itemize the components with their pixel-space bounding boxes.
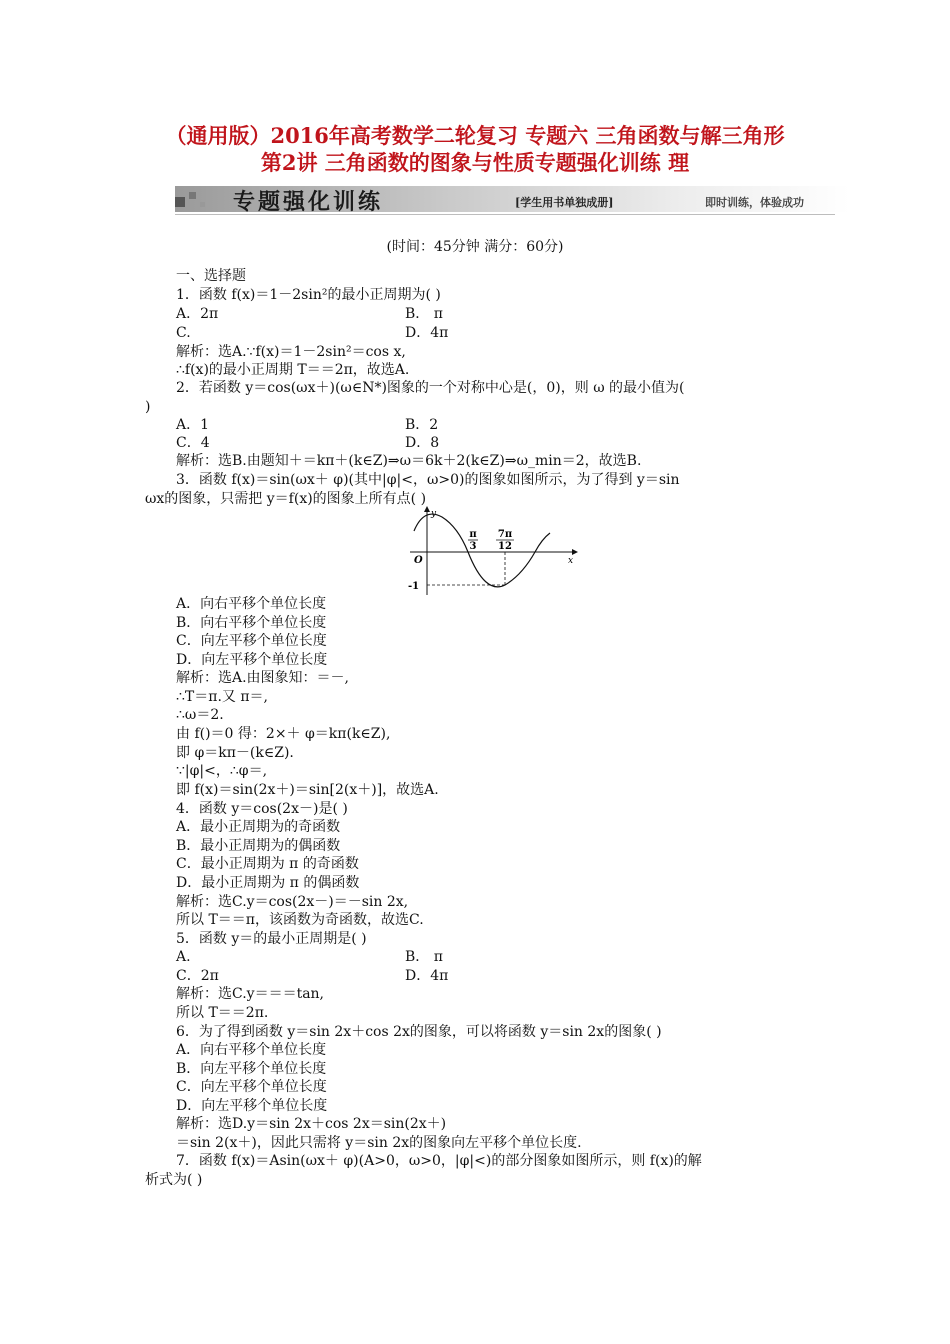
x-axis-arrow-icon — [572, 549, 578, 555]
tick-1-numerator: π — [469, 529, 477, 540]
banner-square-icon — [200, 202, 205, 207]
time-score-line: (时间：45分钟 满分：60分) — [386, 239, 564, 255]
tick-2-denominator: 12 — [498, 541, 512, 552]
origin-label: O — [414, 555, 423, 566]
sine-graph-figure — [400, 505, 580, 598]
document-title-line-1: （通用版）2016年高考数学二轮复习 专题六 三角函数与解三角形 — [165, 123, 785, 148]
option-a: A. — [176, 949, 191, 965]
option-c: C．向左平移个单位长度 — [176, 1079, 327, 1095]
option-a: A．1 — [176, 417, 210, 433]
solution-line: 即 f(x)＝sin(2x＋)＝sin[2(x＋)]，故选A. — [176, 782, 439, 798]
banner-square-icon — [189, 192, 196, 199]
solution-line: ∴ω＝2. — [176, 707, 224, 723]
solution-line: ＝sin 2(x＋)，因此只需将 y＝sin 2x的图象向左平移个单位长度. — [176, 1135, 582, 1151]
option-c: C．向左平移个单位长度 — [176, 633, 327, 649]
option-d: D．8 — [405, 435, 440, 451]
question-5: 5．函数 y＝的最小正周期是( ) — [176, 931, 367, 947]
solution-line: ∴T＝π.又 π＝, — [176, 689, 268, 705]
option-c: C. — [176, 325, 191, 341]
solution-line: 即 φ＝kπ－(k∈Z). — [176, 745, 294, 761]
solution-line: 解析：选A.∵f(x)＝1－2sin²＝cos x, — [176, 344, 406, 360]
option-b: B．向右平移个单位长度 — [176, 615, 327, 631]
option-a: A．向右平移个单位长度 — [176, 596, 327, 612]
banner-slogan: 即时训练，体验成功 — [705, 196, 804, 209]
option-c: C．2π — [176, 968, 219, 984]
solution-line: 解析：选C.y＝cos(2x－)＝－sin 2x, — [176, 894, 409, 910]
solution-line: 所以 T＝＝π，该函数为奇函数，故选C. — [176, 912, 424, 928]
option-b: B． π — [405, 949, 443, 965]
solution-line: 解析：选A.由图象知：＝－, — [176, 670, 350, 686]
option-c: C．最小正周期为 π 的奇函数 — [176, 856, 359, 872]
solution-line: 解析：选D.y＝sin 2x＋cos 2x＝sin(2x＋) — [176, 1116, 447, 1132]
option-b: B．向左平移个单位长度 — [176, 1061, 327, 1077]
question-2: 2．若函数 y＝cos(ωx＋)(ω∈N*)图象的一个对称中心是(，0)，则 ω 的最小值为( — [176, 380, 685, 396]
option-c: C．4 — [176, 435, 210, 451]
option-a: A．2π — [176, 306, 219, 322]
option-d: D．4π — [405, 968, 449, 984]
question-2-cont: ) — [145, 399, 151, 415]
option-b: B． π — [405, 306, 443, 322]
min-value-label: -1 — [408, 581, 420, 592]
question-3: 3．函数 f(x)＝sin(ωx＋ φ)(其中|φ|<，ω>0)的图象如图所示，为了得到 y＝sin — [176, 472, 680, 488]
y-axis-arrow-icon — [424, 506, 430, 512]
y-axis-label: y — [431, 509, 437, 519]
banner-square-icon — [175, 197, 185, 207]
question-3-cont: ωx的图象，只需把 y＝f(x)的图象上所有点( ) — [145, 491, 427, 507]
section-heading: 一、选择题 — [176, 268, 246, 284]
option-b: B．2 — [405, 417, 439, 433]
sine-curve — [414, 514, 550, 587]
option-d: D．向左平移个单位长度 — [176, 1098, 328, 1114]
section-banner — [175, 178, 850, 226]
solution-line: 解析：选B.由题知＋＝kπ＋(k∈Z)⇒ω＝6k＋2(k∈Z)⇒ω_min＝2，故选B. — [176, 453, 642, 469]
solution-line: 解析：选C.y＝＝＝tan, — [176, 986, 325, 1002]
x-axis-label: x — [568, 556, 574, 566]
option-d: D．最小正周期为 π 的偶函数 — [176, 875, 360, 891]
option-a: A．最小正周期为的奇函数 — [176, 819, 341, 835]
option-a: A．向右平移个单位长度 — [176, 1042, 327, 1058]
question-4: 4．函数 y＝cos(2x－)是( ) — [176, 801, 348, 817]
question-6: 6．为了得到函数 y＝sin 2x＋cos 2x的图象，可以将函数 y＝sin 2x的图象( ) — [176, 1024, 662, 1040]
option-b: B．最小正周期为的偶函数 — [176, 838, 341, 854]
question-1: 1．函数 f(x)＝1－2sin²的最小正周期为( ) — [176, 287, 441, 303]
document-title-line-2: 第2讲 三角函数的图象与性质专题强化训练 理 — [260, 150, 690, 175]
question-7-cont: 析式为( ) — [145, 1172, 203, 1188]
solution-line: 由 f()＝0 得：2×＋ φ＝kπ(k∈Z), — [176, 726, 391, 742]
tick-1-denominator: 3 — [469, 541, 477, 552]
banner-heading: 专题强化训练 — [233, 190, 384, 215]
option-d: D．向左平移个单位长度 — [176, 652, 328, 668]
solution-line: ∵|φ|<，∴φ＝, — [176, 763, 268, 779]
question-7: 7．函数 f(x)＝Asin(ωx＋ φ)(A>0，ω>0，|φ|<)的部分图象如图所示，则 f(x)的解 — [176, 1153, 702, 1169]
solution-line: 所以 T＝＝2π. — [176, 1005, 269, 1021]
tick-2-numerator: 7π — [497, 529, 513, 540]
option-d: D．4π — [405, 325, 449, 341]
banner-note: [学生用书单独成册] — [515, 196, 614, 209]
solution-line: ∴f(x)的最小正周期 T＝＝2π，故选A. — [176, 362, 410, 378]
